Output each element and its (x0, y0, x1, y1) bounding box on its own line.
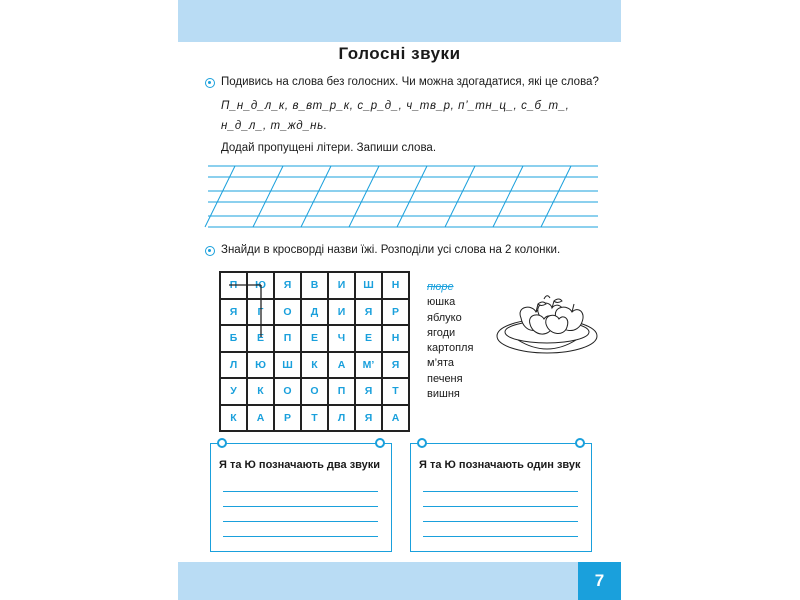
grid-cell[interactable]: Л (220, 352, 247, 379)
grid-cell[interactable]: Г (247, 299, 274, 326)
panel-title: Я та Ю позначають два звуки (219, 459, 381, 471)
grid-cell[interactable]: Т (382, 378, 409, 405)
answer-line[interactable] (223, 521, 378, 522)
grid-cell[interactable]: Н (382, 272, 409, 299)
grid-cell[interactable]: Р (382, 299, 409, 326)
word-item: юшка (427, 296, 456, 309)
grid-cell[interactable]: В (301, 272, 328, 299)
word-item-struck: пюре (427, 281, 454, 293)
word-list (427, 280, 473, 402)
grid-cell[interactable]: Я (220, 299, 247, 326)
ring-icon (575, 438, 585, 448)
grid-cell[interactable]: П (220, 272, 247, 299)
grid-cell[interactable]: Р (274, 405, 301, 432)
crossword-grid[interactable] (219, 271, 410, 432)
grid-cell[interactable]: Ю (247, 272, 274, 299)
task1-words-line2: н_д_л_, т_жд_нь. (221, 120, 328, 132)
grid-cell[interactable]: Ш (274, 352, 301, 379)
grid-cell[interactable]: И (328, 272, 355, 299)
grid-cell[interactable]: Е (355, 325, 382, 352)
grid-cell[interactable]: Е (301, 325, 328, 352)
grid-cell[interactable]: Л (328, 405, 355, 432)
answer-line[interactable] (423, 521, 578, 522)
grid-cell[interactable]: П (328, 378, 355, 405)
grid-cell[interactable]: А (328, 352, 355, 379)
apples-plate-illustration (494, 294, 600, 360)
grid-cell[interactable]: У (220, 378, 247, 405)
grid-cell[interactable]: Я (382, 352, 409, 379)
answer-line[interactable] (423, 536, 578, 537)
word-item: яблуко (427, 311, 462, 324)
answer-line[interactable] (423, 491, 578, 492)
word-item: м’ята (427, 357, 454, 370)
grid-cell[interactable]: А (247, 405, 274, 432)
grid-cell[interactable]: К (247, 378, 274, 405)
ring-icon (217, 438, 227, 448)
task1-words-line1: П_н_д_л_к, в_вт_р_к, с_р_д_, ч_тв_р, п’_тн_ц_, с_б_т_, (221, 100, 570, 112)
grid-cell[interactable]: К (220, 405, 247, 432)
bottom-band (178, 562, 581, 600)
answer-line[interactable] (423, 506, 578, 507)
writing-lines[interactable] (200, 162, 605, 232)
grid-cell[interactable]: О (274, 299, 301, 326)
column-panel-two-sounds (210, 443, 392, 552)
word-item: ягоди (427, 326, 456, 339)
word-item: печеня (427, 372, 463, 385)
panel-title: Я та Ю позначають один звук (419, 459, 581, 471)
task-bullet-icon (205, 246, 215, 256)
word-item: картопля (427, 342, 474, 355)
ring-icon (375, 438, 385, 448)
task-bullet-icon (205, 78, 215, 88)
grid-cell[interactable]: Я (355, 378, 382, 405)
top-band (178, 0, 621, 42)
grid-cell[interactable]: Б (220, 325, 247, 352)
task1-follow-up: Додай пропущені літери. Запиши слова. (221, 142, 437, 154)
page-number: 7 (578, 562, 621, 600)
grid-cell[interactable]: Я (355, 299, 382, 326)
grid-cell[interactable]: К (301, 352, 328, 379)
grid-cell[interactable]: Е (247, 325, 274, 352)
grid-cell[interactable]: О (274, 378, 301, 405)
word-item: вишня (427, 388, 460, 401)
answer-line[interactable] (223, 506, 378, 507)
grid-cell[interactable]: Ю (247, 352, 274, 379)
grid-cell[interactable]: Ш (355, 272, 382, 299)
grid-cell[interactable]: М’ (355, 352, 382, 379)
column-panel-one-sound (410, 443, 592, 552)
grid-cell[interactable]: Т (301, 405, 328, 432)
grid-cell[interactable]: И (328, 299, 355, 326)
grid-cell[interactable]: О (301, 378, 328, 405)
task1-instruction: Подивись на слова без голосних. Чи можна здогадатися, які це слова? (221, 76, 599, 88)
grid-cell[interactable]: А (382, 405, 409, 432)
grid-cell[interactable]: Д (301, 299, 328, 326)
grid-cell[interactable]: Ч (328, 325, 355, 352)
grid-cell[interactable]: П (274, 325, 301, 352)
answer-line[interactable] (223, 536, 378, 537)
grid-cell[interactable]: Я (274, 272, 301, 299)
answer-line[interactable] (223, 491, 378, 492)
grid-cell[interactable]: Н (382, 325, 409, 352)
page-title: Голосні звуки (338, 44, 461, 63)
task2-instruction: Знайди в кросворді назви їжі. Розподіли усі слова на 2 колонки. (221, 244, 561, 256)
grid-cell[interactable]: Я (355, 405, 382, 432)
ring-icon (417, 438, 427, 448)
